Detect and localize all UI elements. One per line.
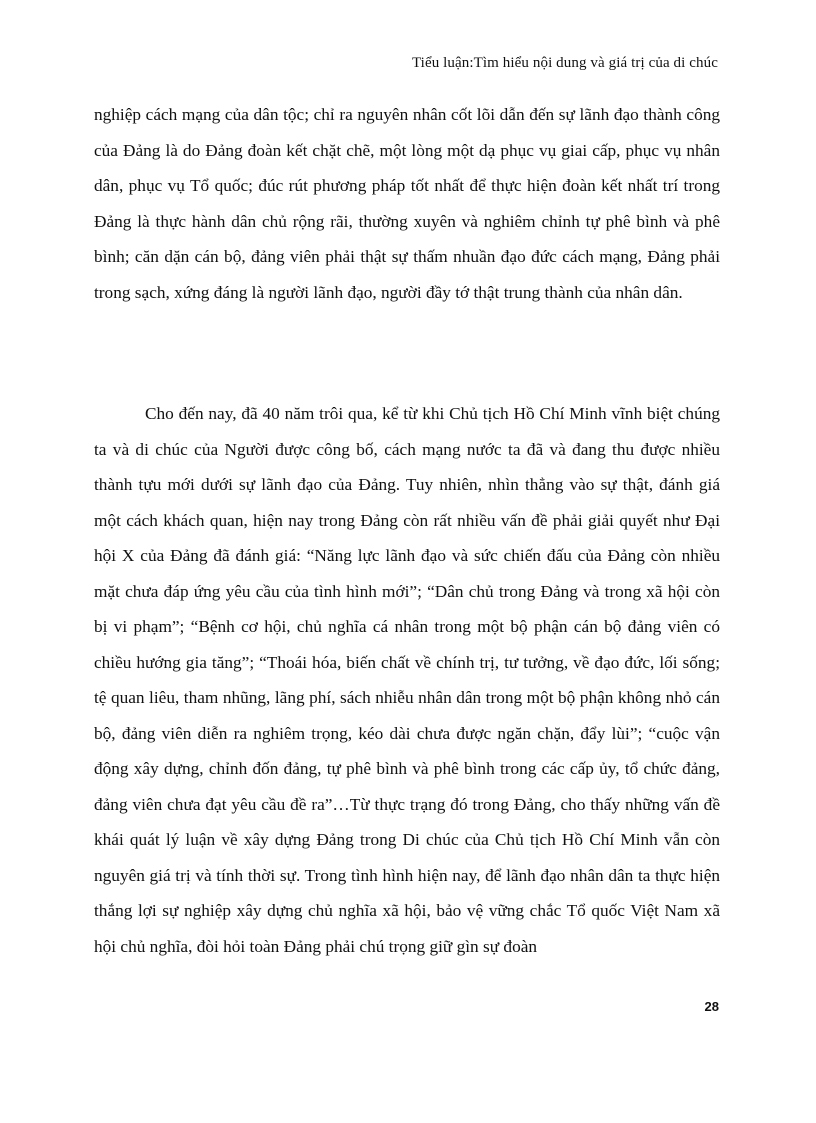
running-header: Tiểu luận:Tìm hiểu nội dung và giá trị của di chúc	[411, 55, 718, 71]
paragraph-1: nghiệp cách mạng của dân tộc; chỉ ra nguyên nhân cốt lõi dẫn đến sự lãnh đạo thành công của Đảng là do Đảng đoàn kết chặt chẽ, một lòng một dạ phục vụ giai cấp, phục vụ nhân dân, phục vụ Tổ quốc; đúc rút phương pháp tốt nhất để thực hiện đoàn kết nhất trí trong Đảng là thực hành dân chủ rộng rãi, thường xuyên và nghiêm chỉnh tự phê bình và phê bình; căn dặn cán bộ, đảng viên phải thật sự thấm nhuần đạo đức cách mạng, Đảng phải trong sạch, xứng đáng là người lãnh đạo, người đầy tớ thật trung thành của nhân dân.	[94, 105, 720, 302]
page-number: 28	[704, 999, 719, 1014]
paragraph-2: Cho đến nay, đã 40 năm trôi qua, kể từ khi Chủ tịch Hồ Chí Minh vĩnh biệt chúng ta và di chúc của Người được công bố, cách mạng nước ta đã và đang thu được nhiều thành tựu mới dưới sự lãnh đạo của Đảng. Tuy nhiên, nhìn thẳng vào sự thật, đánh giá một cách khách quan, hiện nay trong Đảng còn rất nhiều vấn đề phải giải quyết như Đại hội X của Đảng đã đánh giá: “Năng lực lãnh đạo và sức chiến đấu của Đảng còn nhiều mặt chưa đáp ứng yêu cầu của tình hình mới”; “Dân chủ trong Đảng và trong xã hội còn bị vi phạm”; “Bệnh cơ hội, chủ nghĩa cá nhân trong một bộ phận cán bộ đảng viên có chiều hướng gia tăng”; “Thoái hóa, biến chất về chính trị, tư tưởng, về đạo đức, lối sống; tệ quan liêu, tham nhũng, lãng phí, sách nhiễu nhân dân trong một bộ phận không nhỏ cán bộ, đảng viên diễn ra nghiêm trọng, kéo dài chưa được ngăn chặn, đẩy lùi”; “cuộc vận động xây dựng, chỉnh đốn đảng, tự phê bình và phê bình trong các cấp ủy, tổ chức đảng, đảng viên chưa đạt yêu cầu đề ra”…Từ thực trạng đó trong Đảng, cho thấy những vấn đề khái quát lý luận về xây dựng Đảng trong Di chúc của Chủ tịch Hồ Chí Minh vẫn còn nguyên giá trị và tính thời sự. Trong tình hình hiện nay, để lãnh đạo nhân dân ta thực hiện thắng lợi sự nghiệp xây dựng chủ nghĩa xã hội, bảo vệ vững chắc Tổ quốc Việt Nam xã hội chủ nghĩa, đòi hỏi toàn Đảng phải chú trọng giữ gìn sự đoàn	[94, 404, 720, 956]
